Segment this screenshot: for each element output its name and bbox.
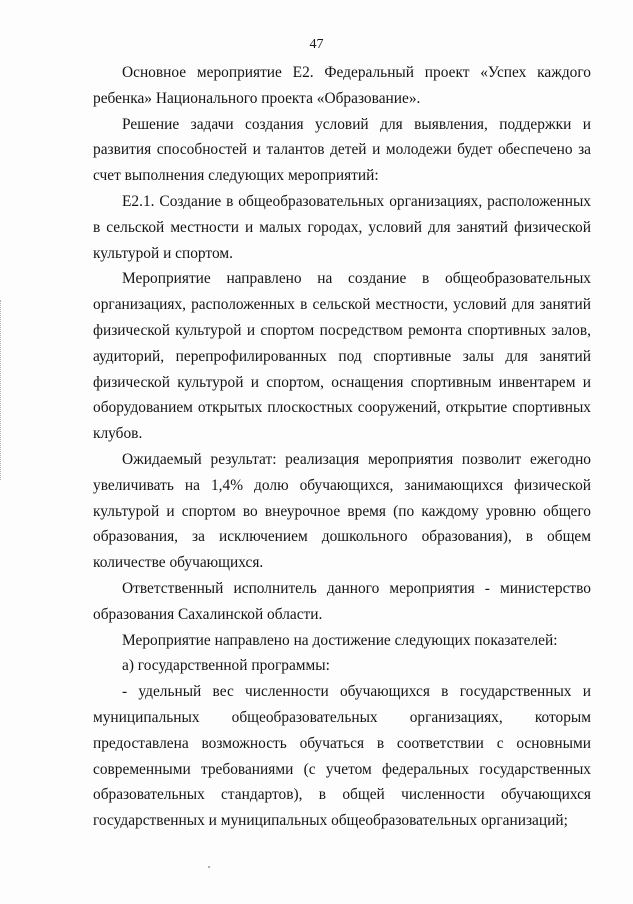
- paragraph-state-program: а) государственной программы:: [122, 657, 330, 675]
- scan-edge-marks: [0, 300, 5, 480]
- page-number: 47: [309, 37, 324, 52]
- paragraph-event-e2-1: Е2.1. Создание в общеобразовательных организациях, расположенных в сельской местности и малых городах, условий для занятий физической культурой и спортом.: [93, 192, 591, 262]
- paragraph-task-intro: Решение задачи создания условий для выявления, поддержки и развития способностей и талантов детей и молодежи будет обеспечено за счет выполнения следующих мероприятий:: [93, 115, 591, 185]
- paragraph-responsible-executor: Ответственный исполнитель данного мероприятия - министерство образования Сахалинской области.: [93, 579, 591, 623]
- paragraph-indicators-intro: Мероприятие направлено на достижение следующих показателей:: [122, 631, 558, 649]
- paragraph-indicator-share: - удельный вес численности обучающихся в государственных и муниципальных общеобразовательных организациях, которым предоставлена возможность обучаться в соответствии с основными современными требованиями (с учетом федеральных государственных образовательных стандартов), в общей численности обучающихся государственных и муниципальных общеобразовательных организаций;: [93, 683, 591, 830]
- document-body: [93, 60, 591, 834]
- scan-speck: [208, 866, 210, 868]
- paragraph-event-description: Мероприятие направлено на создание в общеобразовательных организациях, расположенных в сельской местности, условий для занятий физической культурой и спортом посредством ремонта спортивных залов, аудиторий, перепрофилированных под спортивные залы для занятий физической культурой и спортом, оснащения спортивным инвентарем и оборудованием открытых плоскостных сооружений, открытие спортивных клубов.: [93, 270, 591, 443]
- paragraph-expected-result: Ожидаемый результат: реализация мероприятия позволит ежегодно увеличивать на 1,4% долю обучающихся, занимающихся физической культурой и спортом во внеурочное время (по каждому уровню общего образования, за исключением дошкольного образования), в общем количестве обучающихся.: [93, 450, 591, 572]
- paragraph-event-e2-title: Основное мероприятие Е2. Федеральный проект «Успех каждого ребенка» Национального проекта «Образование».: [93, 64, 591, 107]
